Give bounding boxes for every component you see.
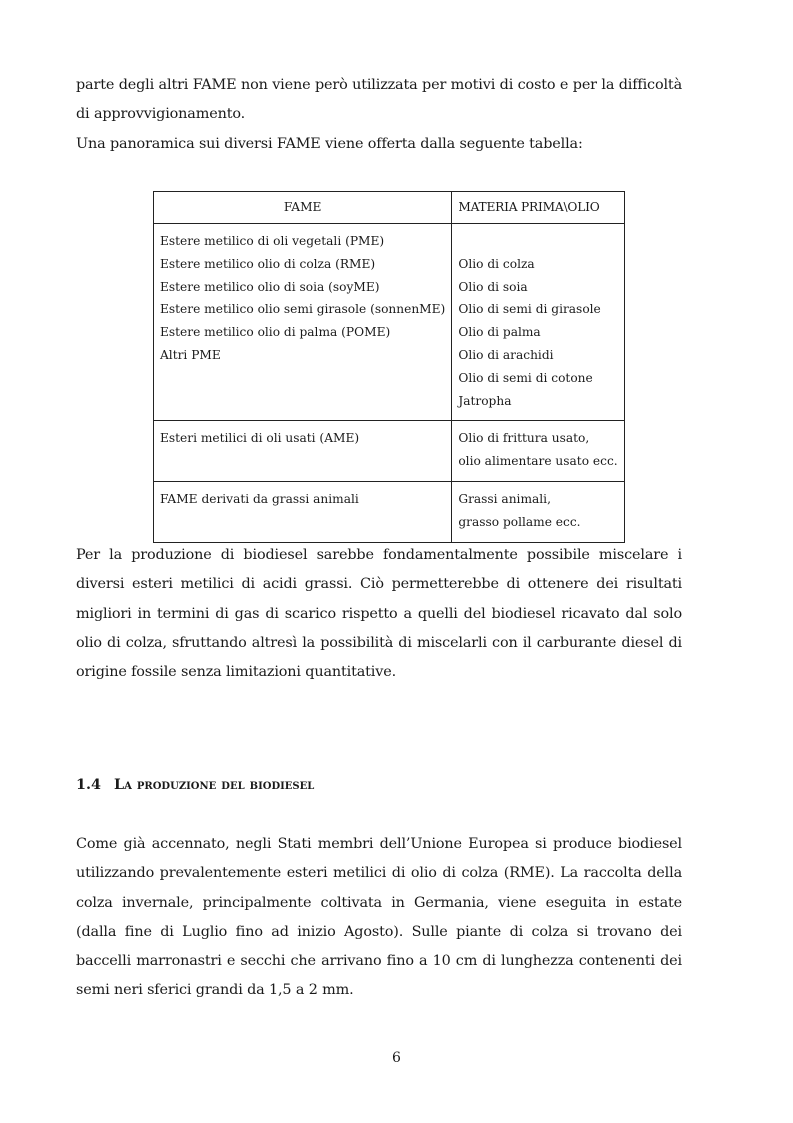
table-cell-fame: [154, 224, 452, 421]
cell-line: Olio di colza: [458, 256, 535, 271]
paragraph-table-lead: Una panoramica sui diversi FAME viene offerta dalla seguente tabella:: [76, 136, 583, 152]
cell-line: FAME derivati da grassi animali: [160, 491, 359, 506]
cell-line: Olio di soia: [458, 279, 528, 294]
cell-line: Estere metilico olio di palma (POME): [160, 325, 391, 340]
fame-table: [153, 191, 625, 543]
cell-line: Esteri metilici di oli usati (AME): [160, 431, 360, 446]
cell-line: Altri PME: [160, 347, 221, 362]
cell-line: [458, 230, 617, 253]
paragraph-after-table: Per la produzione di biodiesel sarebbe fondamentalmente possibile miscelare i diversi esteri metilici di acidi grassi. Ciò permetterebbe di ottenere dei risultati migliori in termini di gas di scarico rispetto a quelli del biodiesel ricavato dal solo olio di colza, sfruttando altresì la possibilità di miscelarli con il carburante diesel di origine fossile senza limitazioni quantitative.: [76, 547, 682, 681]
table-cell-fame: [154, 421, 452, 482]
paragraph-intro: parte degli altri FAME non viene però utilizzata per motivi di costo e per la difficoltà di approvvigionamento.: [76, 77, 682, 123]
cell-line: Estere metilico olio di colza (RME): [160, 256, 376, 271]
page-number: 6: [392, 1050, 401, 1066]
cell-line: Olio di semi di girasole: [458, 302, 601, 317]
section-heading: [76, 774, 314, 796]
table-cell-fame: [154, 481, 452, 542]
table-cell-materia: [452, 224, 624, 421]
table-header-fame: FAME: [154, 192, 452, 224]
cell-line: Olio di semi di cotone: [458, 370, 593, 385]
cell-line: olio alimentare usato ecc.: [458, 454, 618, 469]
table-cell-materia: [452, 481, 624, 542]
table-row: [154, 481, 625, 542]
cell-line: Grassi animali,: [458, 491, 551, 506]
section-number: 1.4: [76, 776, 102, 793]
cell-line: Jatropha: [458, 393, 512, 408]
cell-line: Estere metilico di oli vegetali (PME): [160, 234, 385, 248]
section-title: La produzione del biodiesel: [114, 776, 315, 793]
table-header-materia: MATERIA PRIMA\OLIO: [452, 192, 624, 224]
cell-line: Olio di frittura usato,: [458, 431, 590, 446]
cell-line: Olio di arachidi: [458, 347, 554, 362]
cell-line: Estere metilico olio semi girasole (sonnenME): [160, 302, 446, 317]
cell-line: Olio di palma: [458, 325, 541, 340]
cell-line: Estere metilico olio di soia (soyME): [160, 279, 380, 294]
paragraph-section-body: Come già accennato, negli Stati membri dell’Unione Europea si produce biodiesel utilizzando prevalentemente esteri metilici di olio di colza (RME). La raccolta della colza invernale, principalmente coltivata in Germania, viene eseguita in estate (dalla fine di Luglio fino ad inizio Agosto). Sulle piante di colza si trovano dei baccelli marronastri e secchi che arrivano fino a 10 cm di lunghezza contenenti dei semi neri sferici grandi da 1,5 a 2 mm.: [76, 836, 682, 999]
table-cell-materia: [452, 421, 624, 482]
table-row: [154, 421, 625, 482]
cell-line: grasso pollame ecc.: [458, 514, 581, 529]
table-header-row: [154, 192, 625, 224]
table-row: [154, 224, 625, 421]
